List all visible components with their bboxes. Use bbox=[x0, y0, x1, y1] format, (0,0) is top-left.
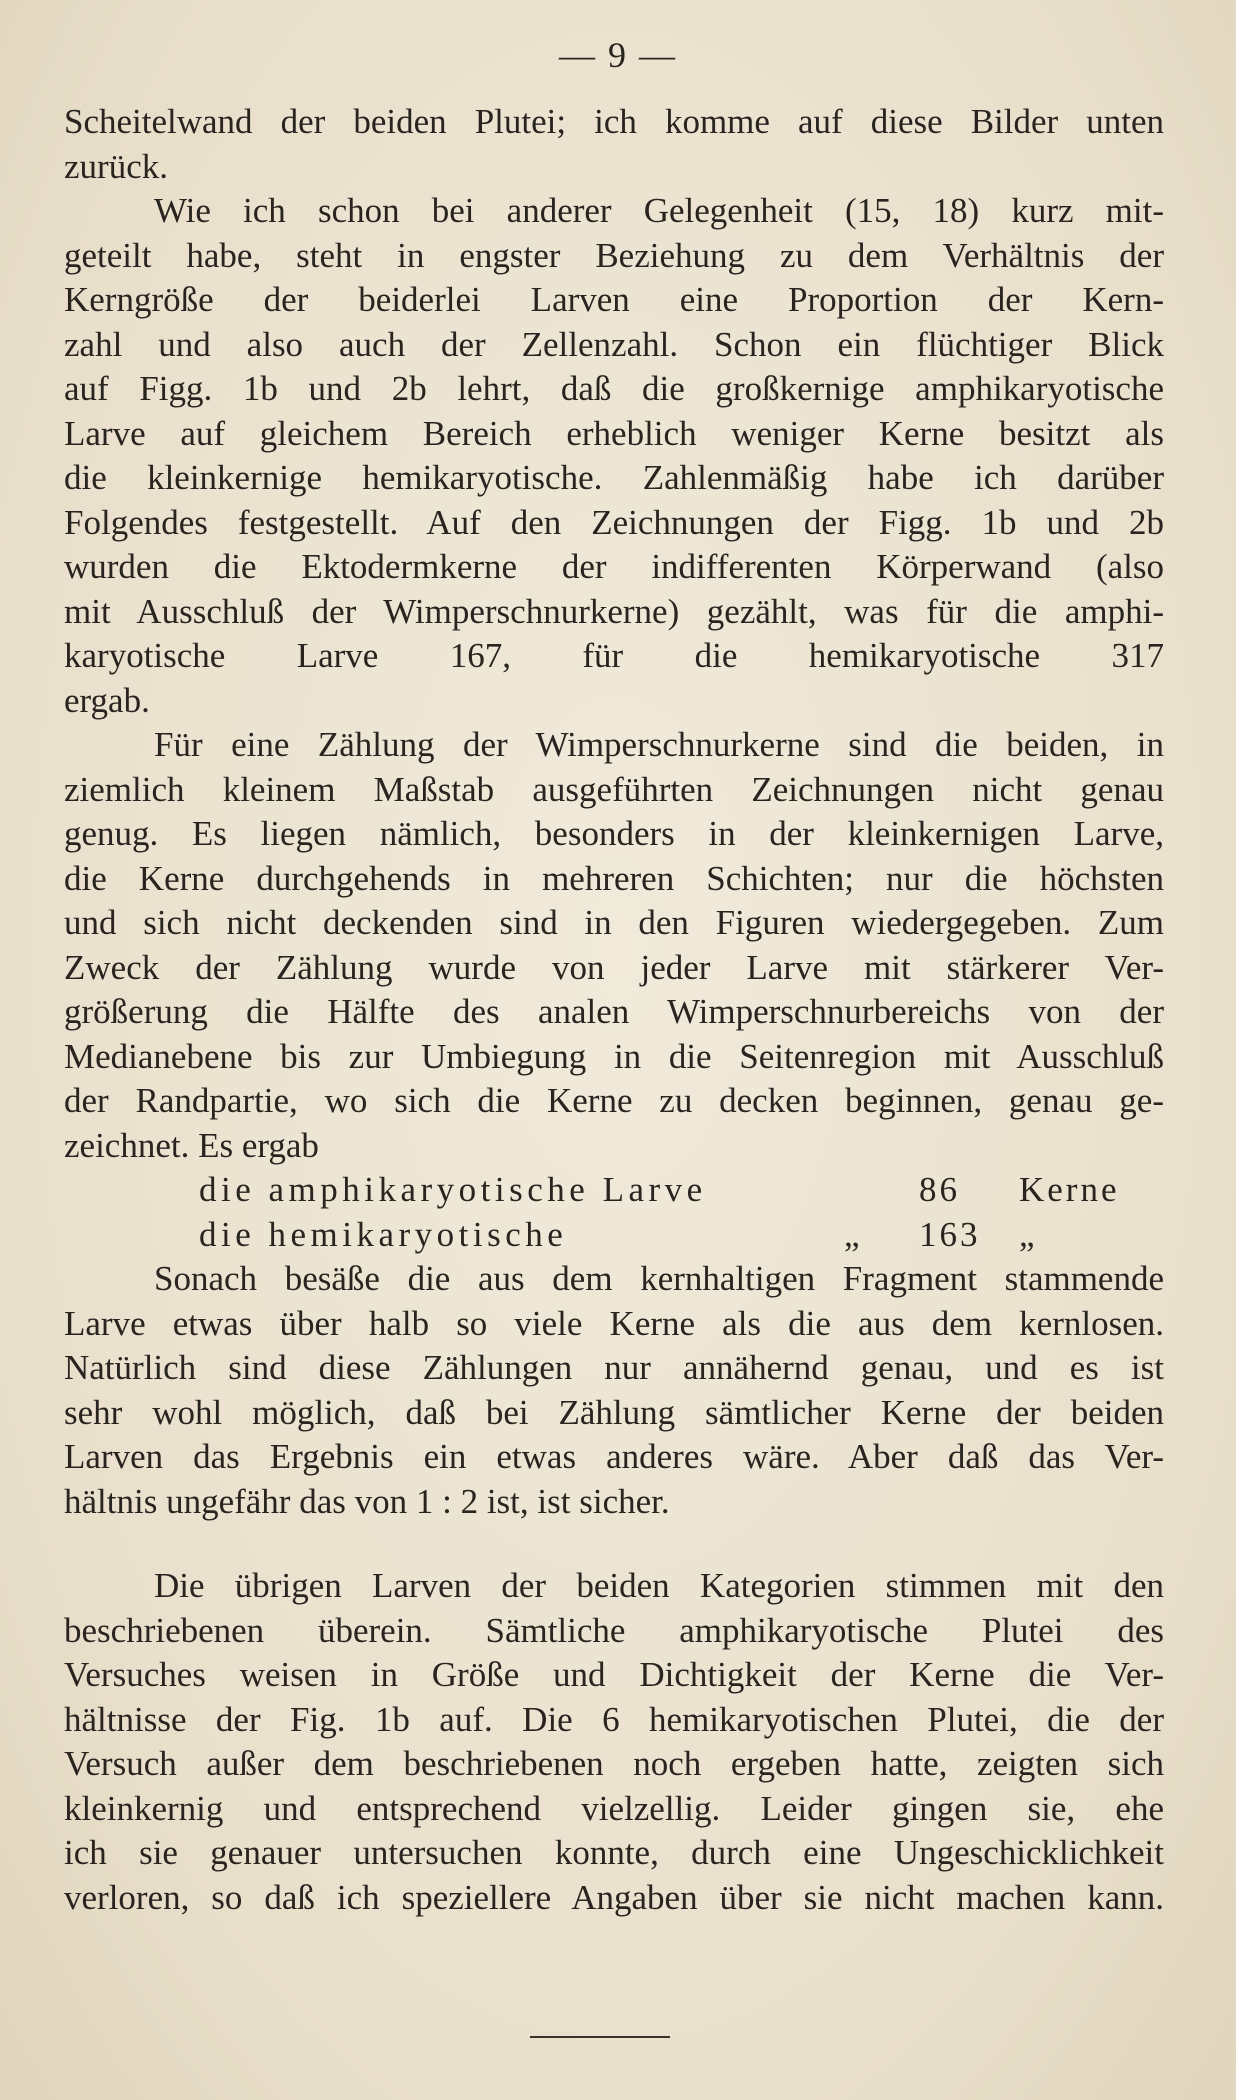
text-line: und sich nicht deckenden sind in den Figuren wiedergegeben. Zum bbox=[64, 903, 1164, 942]
page-number: — 9 — bbox=[559, 35, 677, 75]
count-label: die amphikaryotische Larve bbox=[199, 1170, 707, 1209]
text-line: hältnisse der Fig. 1b auf. Die 6 hemikaryotischen Plutei, die der bbox=[64, 1699, 1164, 1739]
paragraph-spacer bbox=[64, 1524, 1164, 1564]
text-line: Folgendes festgestellt. Auf den Zeichnungen der Figg. 1b und 2b bbox=[64, 502, 1164, 542]
count-value: 163 bbox=[919, 1214, 981, 1254]
text-line: Versuch außer dem beschriebenen noch ergeben hatte, zeigten sich bbox=[64, 1744, 1164, 1783]
text-line: Larve auf gleichem Bereich erheblich weniger Kerne besitzt als bbox=[64, 413, 1164, 453]
paragraph-1 bbox=[64, 100, 1164, 189]
text-line: karyotische Larve 167, für die hemikaryotische 317 bbox=[64, 636, 1164, 675]
paragraph-3 bbox=[64, 723, 1164, 1168]
text-line: Sonach besäße die aus dem kernhaltigen Fragment stammende bbox=[154, 1259, 1164, 1298]
count-value: 86 bbox=[919, 1170, 960, 1209]
text-line: hältnis ungefähr das von 1 : 2 ist, ist sicher. bbox=[64, 1481, 670, 1521]
text-line: der Randpartie, wo sich die Kerne zu decken beginnen, genau ge- bbox=[64, 1081, 1164, 1120]
text-line: Scheitelwand der beiden Plutei; ich komme auf diese Bilder unten bbox=[64, 102, 1164, 141]
count-ditto: „ bbox=[844, 1214, 860, 1254]
text-line: Kerngröße der beiderlei Larven eine Proportion der Kern- bbox=[64, 280, 1164, 319]
text-line: kleinkernig und entsprechend vielzellig. Leider gingen sie, ehe bbox=[64, 1788, 1164, 1828]
text-line: die Kerne durchgehends in mehreren Schichten; nur die höchsten bbox=[64, 858, 1164, 898]
text-line: genug. Es liegen nämlich, besonders in der kleinkernigen Larve, bbox=[64, 814, 1164, 853]
count-row bbox=[64, 1168, 1164, 1213]
text-line: Larven das Ergebnis ein etwas anderes wäre. Aber daß das Ver- bbox=[64, 1437, 1164, 1476]
text-line: mit Ausschluß der Wimperschnurkerne) gezählt, was für die amphi- bbox=[64, 591, 1164, 631]
count-label: die hemikaryotische bbox=[199, 1214, 568, 1254]
paragraph-5 bbox=[64, 1564, 1164, 1920]
text-line: Für eine Zählung der Wimperschnurkerne sind die beiden, in bbox=[154, 725, 1164, 764]
paragraph-4 bbox=[64, 1257, 1164, 1524]
text-line: Zweck der Zählung wurde von jeder Larve mit stärkerer Ver- bbox=[64, 947, 1164, 987]
count-table bbox=[64, 1168, 1164, 1257]
text-line: größerung die Hälfte des analen Wimperschnurbereichs von der bbox=[64, 992, 1164, 1031]
text-line: beschriebenen überein. Sämtliche amphikaryotische Plutei des bbox=[64, 1610, 1164, 1650]
count-row bbox=[64, 1213, 1164, 1258]
text-line: geteilt habe, steht in engster Beziehung zu dem Verhältnis der bbox=[64, 235, 1164, 275]
count-unit: „ bbox=[1019, 1214, 1038, 1254]
text-line: Medianebene bis zur Umbiegung in die Seitenregion mit Ausschluß bbox=[64, 1036, 1164, 1076]
text-line: ziemlich kleinem Maßstab ausgeführten Zeichnungen nicht genau bbox=[64, 769, 1164, 809]
text-line: zurück. bbox=[64, 146, 168, 186]
text-line: Versuches weisen in Größe und Dichtigkeit der Kerne die Ver- bbox=[64, 1655, 1164, 1694]
section-divider bbox=[530, 2036, 670, 2038]
text-line: wurden die Ektodermkerne der indifferenten Körperwand (also bbox=[64, 547, 1164, 586]
count-ditto bbox=[844, 1168, 919, 1213]
text-line: Larve etwas über halb so viele Kerne als die aus dem kernlosen. bbox=[64, 1303, 1164, 1343]
body-text bbox=[64, 100, 1164, 1920]
text-line: ergab. bbox=[64, 680, 150, 720]
text-line: Die übrigen Larven der beiden Kategorien stimmen mit den bbox=[154, 1566, 1164, 1605]
text-line: ich sie genauer untersuchen konnte, durch eine Ungeschicklichkeit bbox=[64, 1833, 1164, 1872]
text-line: auf Figg. 1b und 2b lehrt, daß die großkernige amphikaryotische bbox=[64, 369, 1164, 408]
text-line: sehr wohl möglich, daß bei Zählung sämtlicher Kerne der beiden bbox=[64, 1392, 1164, 1432]
count-unit: Kerne bbox=[1019, 1170, 1120, 1209]
paragraph-2 bbox=[64, 189, 1164, 723]
text-line: zahl und also auch der Zellenzahl. Schon ein flüchtiger Blick bbox=[64, 324, 1164, 364]
text-line: verloren, so daß ich speziellere Angaben über sie nicht machen kann. bbox=[64, 1877, 1164, 1917]
text-line: Wie ich schon bei anderer Gelegenheit (15, 18) kurz mit- bbox=[154, 191, 1164, 230]
text-line: die kleinkernige hemikaryotische. Zahlenmäßig habe ich darüber bbox=[64, 458, 1164, 497]
text-line: Natürlich sind diese Zählungen nur annähernd genau, und es ist bbox=[64, 1348, 1164, 1387]
text-line: zeichnet. Es ergab bbox=[64, 1125, 319, 1165]
